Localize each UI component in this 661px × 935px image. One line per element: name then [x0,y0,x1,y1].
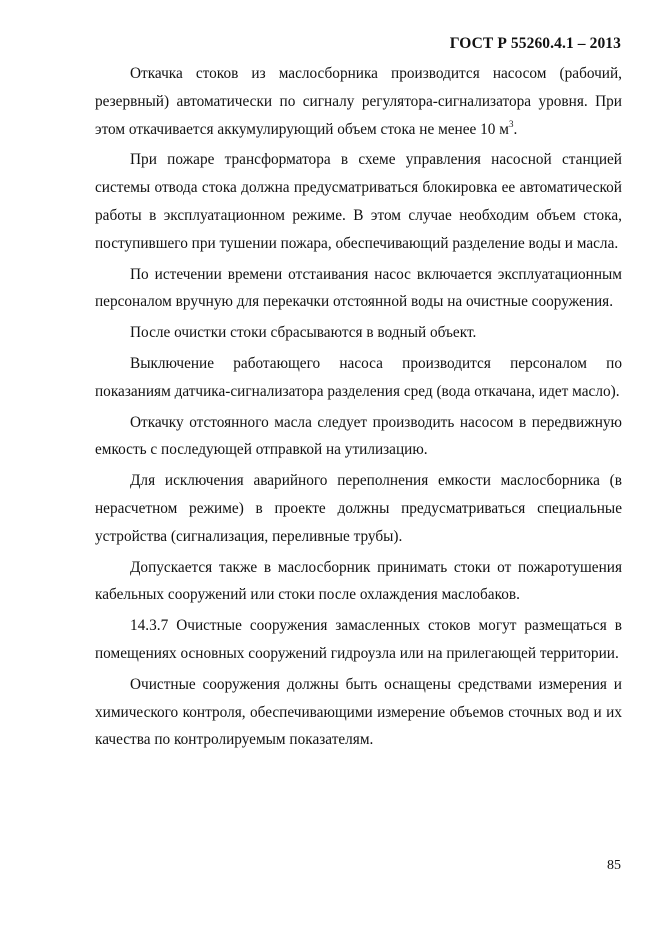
paragraph-fire-extinguishing-drains: Допускается также в маслосборник принимать стоки от пожаротушения кабельных сооружений или стоки после охлаждения маслобаков. [95,558,622,604]
paragraph-transformer-fire: При пожаре трансформатора в схеме управления насосной станцией системы отвода стока должна предусматриваться блокировка ее автоматической работы в эксплуатационном режиме. В этом случае необходим объем стока, поступившего при тушении пожара, обеспечивающий разделение воды и масла. [95,151,622,252]
standard-header: ГОСТ Р 55260.4.1 – 2013 [449,35,621,52]
page-number: 85 [607,858,621,873]
paragraph-oil-pumping [95,60,622,143]
paragraph-overflow-prevention: Для исключения аварийного переполнения емкости маслосборника (в нерасчетном режиме) в проекте должны предусматриваться специальные устройства (сигнализация, переливные трубы). [95,472,622,545]
paragraph-settling-time: По истечении времени отстаивания насос включается эксплуатационным персоналом вручную для перекачки отстоянной воды на очистные сооружения. [95,265,622,311]
paragraph-tail: . [513,120,518,138]
paragraph-text: Откачка стоков из маслосборника производится насосом (рабочий, резервный) автоматически по сигналу регулятора-сигнализатора уровня. При этом откачивается аккумулирующий объем стока не менее 10 м [95,65,622,138]
paragraph-oil-disposal: Откачку отстоянного масла следует производить насосом в передвижную емкость с последующей отправкой на утилизацию. [95,413,622,459]
paragraph-after-cleaning: После очистки стоки сбрасываются в водный объект. [130,324,477,342]
superscript-cubic: 3 [508,118,514,129]
paragraph-section-14-3-7: 14.3.7 Очистные сооружения замасленных стоков могут размещаться в помещениях основных сооружений гидроузла или на прилегающей территории. [95,617,622,662]
paragraph-pump-shutdown: Выключение работающего насоса производится персоналом по показаниям датчика-сигнализатора разделения сред (вода откачана, идет масло). [95,354,622,400]
paragraph-measurement-equipment: Очистные сооружения должны быть оснащены средствами измерения и химического контроля, обеспечивающими измерение объемов сточных вод и их качества по контролируемым показателям. [95,675,622,749]
body-text [95,60,622,757]
